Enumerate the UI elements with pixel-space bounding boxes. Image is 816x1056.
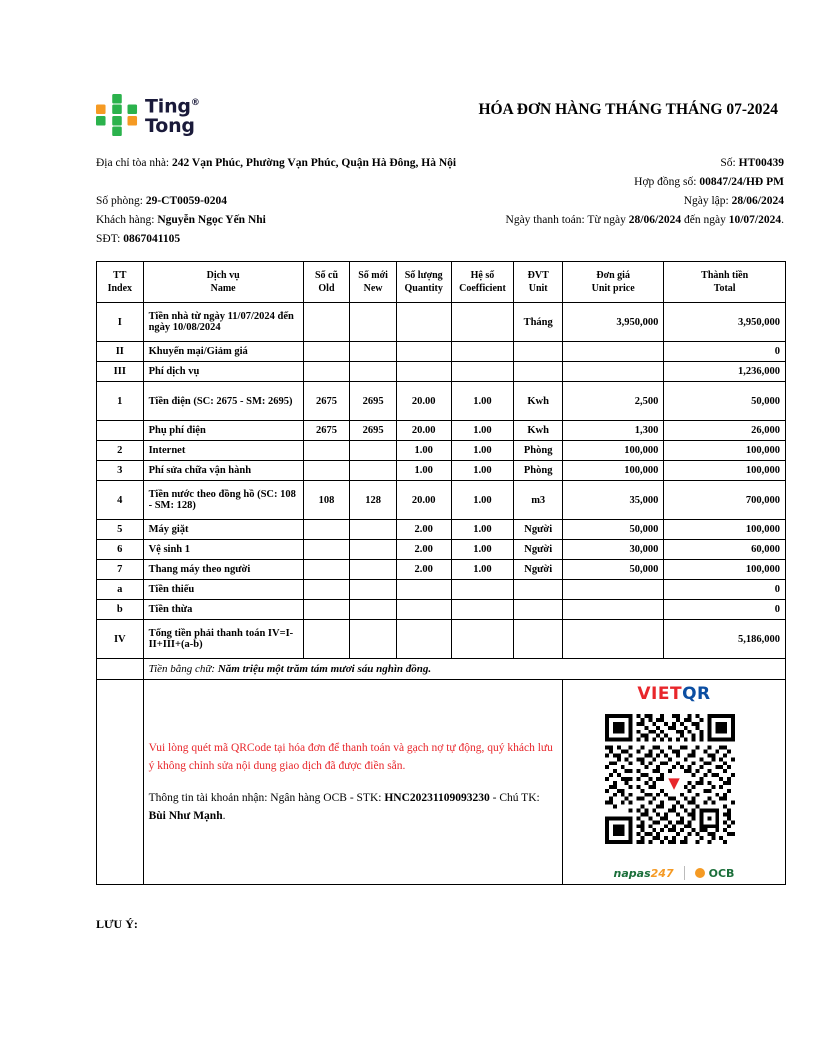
row-new (350, 342, 397, 362)
row-old (303, 461, 350, 481)
row-total: 100,000 (664, 461, 786, 481)
row-index: 6 (97, 540, 144, 560)
row-price: 1,300 (563, 421, 664, 441)
col-total-l1: Thành tiền (701, 270, 749, 281)
row-unit: Kwh (514, 421, 563, 441)
row-qty (396, 620, 451, 659)
row-old (303, 520, 350, 540)
address-value: 242 Vạn Phúc, Phường Vạn Phúc, Quận Hà Đông, Hà Nội (172, 157, 457, 169)
created-label: Ngày lập: (683, 195, 729, 207)
row-qty (396, 362, 451, 382)
row-total: 100,000 (664, 560, 786, 580)
row-qty: 2.00 (396, 520, 451, 540)
row-new: 2695 (350, 421, 397, 441)
row-name: Phụ phí điện (143, 421, 303, 441)
row-qty (396, 600, 451, 620)
row-index: 7 (97, 560, 144, 580)
meta-address (96, 154, 456, 173)
row-name: Tiền nhà từ ngày 11/07/2024 đến ngày 10/08/2024 (143, 303, 303, 342)
row-price: 3,950,000 (563, 303, 664, 342)
payment-from: 28/06/2024 (628, 214, 682, 226)
row-unit: m3 (514, 481, 563, 520)
row-coef (451, 580, 514, 600)
customer-label: Khách hàng: (96, 214, 155, 226)
brand-registered-icon: ® (190, 98, 200, 109)
row-old (303, 441, 350, 461)
row-new: 2695 (350, 382, 397, 421)
row-index: IV (97, 620, 144, 659)
row-price (563, 600, 664, 620)
row-index: 3 (97, 461, 144, 481)
napas-247: 247 (650, 866, 674, 880)
row-new (350, 461, 397, 481)
row-coef: 1.00 (451, 382, 514, 421)
row-old (303, 362, 350, 382)
contract-label: Hợp đồng số: (634, 176, 697, 188)
row-coef: 1.00 (451, 540, 514, 560)
row-old (303, 600, 350, 620)
row-unit (514, 362, 563, 382)
row-price: 100,000 (563, 441, 664, 461)
page-title: HÓA ĐƠN HÀNG THÁNG THÁNG 07-2024 (478, 101, 778, 118)
payment-mid: đến ngày (684, 214, 726, 226)
ocb-text: OCB (708, 866, 735, 880)
row-old (303, 580, 350, 600)
row-name: Khuyến mại/Giảm giá (143, 342, 303, 362)
row-name: Tổng tiền phải thanh toán IV=I-II+III+(a-b) (143, 620, 303, 659)
col-new-l1: Số mới (358, 270, 388, 281)
row-qty: 2.00 (396, 560, 451, 580)
row-new (350, 520, 397, 540)
col-unit-price-l1: Đơn giá (596, 270, 630, 281)
bank-holder: Bùi Như Mạnh (148, 810, 223, 822)
col-quantity-l2: Quantity (404, 283, 443, 294)
ocb-dot-icon (695, 868, 705, 878)
row-total: 700,000 (664, 481, 786, 520)
row-index: 1 (97, 382, 144, 421)
row-new (350, 600, 397, 620)
customer-value: Nguyễn Ngọc Yến Nhi (157, 214, 266, 226)
table-row (97, 520, 786, 540)
brand-name-line1: Ting (145, 95, 191, 118)
invoice-no-label: Số: (720, 157, 736, 169)
meta-phone (96, 230, 180, 249)
qr-footer-logos (568, 866, 780, 880)
row-old (303, 560, 350, 580)
row-total: 3,950,000 (664, 303, 786, 342)
col-index-l2: Index (107, 283, 133, 294)
row-qty (396, 342, 451, 362)
row-coef: 1.00 (451, 441, 514, 461)
meta-created (684, 192, 786, 211)
words-label: Tiền bằng chữ: (148, 663, 216, 675)
row-total: 26,000 (664, 421, 786, 441)
col-unit-l1: ĐVT (527, 270, 549, 281)
payment-label: Ngày thanh toán: Từ ngày (505, 214, 626, 226)
col-index (97, 262, 144, 303)
row-new (350, 540, 397, 560)
row-unit: Phòng (514, 461, 563, 481)
tingtong-logo-icon (96, 94, 138, 136)
row-new (350, 362, 397, 382)
row-price (563, 620, 664, 659)
payment-to: 10/07/2024 (728, 214, 782, 226)
row-qty: 1.00 (396, 441, 451, 461)
meta-contract (634, 173, 786, 192)
bank-account-text (149, 789, 557, 825)
contract-value: 00847/24/HĐ PM (699, 176, 784, 188)
bank-mid: - Chú TK: (489, 792, 540, 804)
row-name: Tiền thừa (143, 600, 303, 620)
row-qty: 1.00 (396, 461, 451, 481)
table-row (97, 481, 786, 520)
col-old-l2: Old (318, 283, 335, 294)
table-row (97, 362, 786, 382)
row-old: 2675 (303, 382, 350, 421)
table-row (97, 461, 786, 481)
qr-instruction-text: Vui lòng quét mã QRCode tại hóa đơn để thanh toán và gạch nợ tự động, quý khách lưu ý không chỉnh sửa nội dung giao dịch đã được điền sẵn. (148, 742, 553, 772)
phone-label: SĐT: (96, 233, 121, 245)
row-price: 50,000 (563, 560, 664, 580)
row-coef: 1.00 (451, 421, 514, 441)
vietqr-logo (568, 684, 780, 704)
row-index: I (97, 303, 144, 342)
col-coefficient-l1: Hệ số (470, 270, 495, 281)
row-price: 50,000 (563, 520, 664, 540)
row-new (350, 560, 397, 580)
row-unit (514, 580, 563, 600)
table-row (97, 560, 786, 580)
table-row (97, 342, 786, 362)
row-unit: Người (514, 540, 563, 560)
row-price: 35,000 (563, 481, 664, 520)
ocb-logo (695, 867, 735, 880)
row-old: 108 (303, 481, 350, 520)
row-total: 100,000 (664, 441, 786, 461)
row-unit (514, 600, 563, 620)
col-total (664, 262, 786, 303)
row-new: 128 (350, 481, 397, 520)
col-unit-price (563, 262, 664, 303)
col-unit-l2: Unit (528, 283, 548, 294)
row-coef (451, 342, 514, 362)
row-total: 0 (664, 600, 786, 620)
invoice-table (96, 261, 786, 885)
row-index: 4 (97, 481, 144, 520)
row-price: 30,000 (563, 540, 664, 560)
row-old (303, 620, 350, 659)
row-name: Máy giặt (143, 520, 303, 540)
row-coef: 1.00 (451, 560, 514, 580)
row-old (303, 303, 350, 342)
col-unit-price-l2: Unit price (591, 283, 635, 294)
table-row (97, 421, 786, 441)
col-index-l1: TT (113, 270, 127, 281)
row-name: Phí sửa chữa vận hành (143, 461, 303, 481)
row-index: II (97, 342, 144, 362)
col-coefficient-l2: Coefficient (459, 283, 506, 294)
bank-stk: HNC20231109093230 (384, 792, 490, 804)
meta-payment-period (506, 211, 786, 230)
napas-logo (614, 867, 674, 880)
col-name-l2: Name (210, 283, 236, 294)
words-value: Năm triệu một trăm tám mươi sáu nghìn đồng. (217, 663, 432, 675)
row-old (303, 540, 350, 560)
table-row (97, 303, 786, 342)
vietqr-viet: VIET (637, 684, 683, 704)
words-spacer (97, 659, 144, 680)
table-row (97, 382, 786, 421)
col-total-l2: Total (713, 283, 736, 294)
row-new (350, 620, 397, 659)
row-coef: 1.00 (451, 520, 514, 540)
row-index: a (97, 580, 144, 600)
bank-end: . (222, 810, 226, 822)
row-coef (451, 600, 514, 620)
row-unit: Tháng (514, 303, 563, 342)
row-price (563, 342, 664, 362)
payment-end: . (781, 214, 784, 226)
meta-customer (96, 211, 266, 230)
table-row (97, 540, 786, 560)
vietqr-qr: QR (682, 684, 711, 704)
col-quantity (396, 262, 451, 303)
row-index: 5 (97, 520, 144, 540)
col-old-l1: Số cũ (314, 270, 338, 281)
payment-spacer (97, 680, 144, 885)
document-header (96, 90, 786, 136)
created-value: 28/06/2024 (731, 195, 784, 207)
bank-prefix: Thông tin tài khoản nhận: Ngân hàng OCB - STK: (148, 792, 385, 804)
col-name (143, 262, 303, 303)
napas-text: napas (613, 866, 651, 880)
room-value: 29-CT0059-0204 (145, 195, 227, 207)
row-old: 2675 (303, 421, 350, 441)
table-row (97, 580, 786, 600)
brand-wordmark (145, 94, 200, 135)
row-qty: 20.00 (396, 382, 451, 421)
invoice-meta (96, 154, 786, 249)
qr-panel (563, 680, 786, 885)
row-index: 2 (97, 441, 144, 461)
table-row (97, 600, 786, 620)
row-new (350, 441, 397, 461)
col-coefficient (451, 262, 514, 303)
row-name: Thang máy theo người (143, 560, 303, 580)
room-label: Số phòng: (96, 195, 143, 207)
payment-note (143, 680, 562, 885)
table-header-row (97, 262, 786, 303)
qr-code-image[interactable] (601, 710, 747, 856)
table-row (97, 441, 786, 461)
row-coef: 1.00 (451, 481, 514, 520)
row-name: Tiền điện (SC: 2675 - SM: 2695) (143, 382, 303, 421)
row-index: III (97, 362, 144, 382)
address-label: Địa chỉ tòa nhà: (96, 157, 170, 169)
row-grand-total: 5,186,000 (664, 620, 786, 659)
row-price (563, 580, 664, 600)
row-index: b (97, 600, 144, 620)
row-unit (514, 342, 563, 362)
row-index (97, 421, 144, 441)
col-unit (514, 262, 563, 303)
row-coef (451, 362, 514, 382)
payment-info-row (97, 680, 786, 885)
footer-note: LƯU Ý: (96, 917, 138, 931)
row-qty: 20.00 (396, 481, 451, 520)
row-total: 0 (664, 580, 786, 600)
row-qty: 20.00 (396, 421, 451, 441)
row-total: 50,000 (664, 382, 786, 421)
brand-logo (96, 90, 200, 136)
col-quantity-l1: Số lượng (404, 270, 443, 281)
meta-room (96, 192, 227, 211)
row-unit: Phòng (514, 441, 563, 461)
row-unit: Người (514, 520, 563, 540)
row-price: 2,500 (563, 382, 664, 421)
qr-center-logo-icon: ▼ (664, 773, 684, 793)
table-row-total (97, 620, 786, 659)
meta-spacer (96, 173, 99, 192)
logo-divider (684, 866, 685, 880)
row-coef (451, 303, 514, 342)
row-coef (451, 620, 514, 659)
row-coef: 1.00 (451, 461, 514, 481)
row-total: 60,000 (664, 540, 786, 560)
row-total: 0 (664, 342, 786, 362)
row-price: 100,000 (563, 461, 664, 481)
row-name: Tiền nước theo đồng hồ (SC: 108 - SM: 128) (143, 481, 303, 520)
amount-in-words-row (97, 659, 786, 680)
row-total: 100,000 (664, 520, 786, 540)
row-name: Vệ sinh 1 (143, 540, 303, 560)
row-new (350, 580, 397, 600)
row-unit (514, 620, 563, 659)
row-total: 1,236,000 (664, 362, 786, 382)
row-name: Phí dịch vụ (143, 362, 303, 382)
col-new (350, 262, 397, 303)
col-name-l1: Dịch vụ (206, 270, 240, 281)
phone-value: 0867041105 (123, 233, 181, 245)
row-old (303, 342, 350, 362)
row-qty: 2.00 (396, 540, 451, 560)
row-qty (396, 580, 451, 600)
row-name: Tiền thiếu (143, 580, 303, 600)
meta-invoice-no (720, 154, 786, 173)
row-name: Internet (143, 441, 303, 461)
row-qty (396, 303, 451, 342)
amount-in-words (143, 659, 785, 680)
brand-name-line2: Tong (145, 114, 195, 137)
row-new (350, 303, 397, 342)
col-new-l2: New (363, 283, 383, 294)
row-unit: Kwh (514, 382, 563, 421)
invoice-no-value: HT00439 (738, 157, 784, 169)
col-old (303, 262, 350, 303)
row-unit: Người (514, 560, 563, 580)
row-price (563, 362, 664, 382)
